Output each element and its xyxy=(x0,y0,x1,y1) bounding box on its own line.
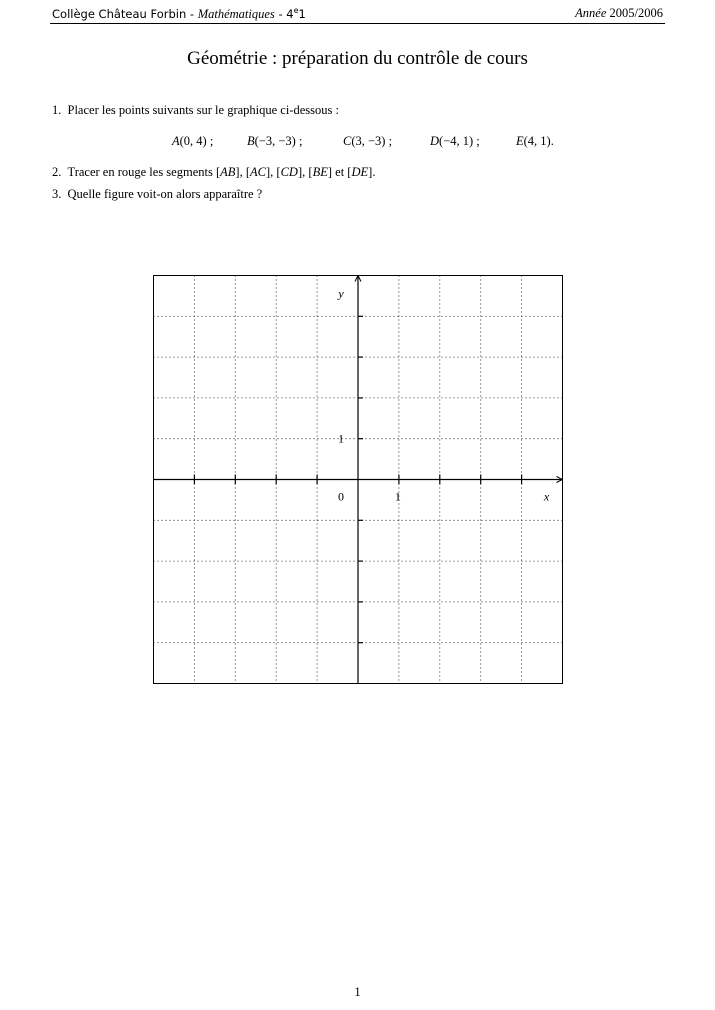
coordinate-grid xyxy=(153,275,563,685)
point-name: C xyxy=(343,134,352,148)
header-class-sup: e xyxy=(293,6,299,15)
point-separator: . xyxy=(550,134,554,148)
segment-separator: et xyxy=(332,165,348,179)
point-separator: ; xyxy=(206,134,214,148)
point-coords: (4, 1) xyxy=(523,134,551,148)
page-header xyxy=(50,4,665,22)
header-class: 4 xyxy=(286,6,294,21)
question-1 xyxy=(52,103,339,118)
segment-separator: , xyxy=(270,165,277,179)
question-3-text: Quelle figure voit-on alors apparaître ? xyxy=(67,187,263,201)
point-name: D xyxy=(430,134,440,148)
x-unit-label: 1 xyxy=(394,489,401,504)
segment-separator: , xyxy=(239,165,246,179)
point-c xyxy=(343,134,392,149)
header-year-value: 2005/2006 xyxy=(606,6,663,20)
question-2-text: Tracer en rouge les segments xyxy=(67,165,213,179)
point-coords: (3, −3) xyxy=(351,134,386,148)
header-left xyxy=(52,6,306,22)
segment-label: DE xyxy=(351,165,369,179)
segment-ac: [AC] xyxy=(245,165,271,179)
segment-cd: [CD] xyxy=(276,165,303,179)
question-2-number: 2. xyxy=(52,165,62,179)
segment-label: AB xyxy=(220,165,236,179)
question-3 xyxy=(52,187,262,202)
segment-list: [AB], [AC], [CD], [BE] et [DE]. xyxy=(215,165,376,179)
y-unit-label: 1 xyxy=(338,431,344,446)
page-title: Géométrie : préparation du contrôle de cours xyxy=(187,48,528,69)
point-a xyxy=(172,134,213,149)
segment-label: BE xyxy=(312,165,328,179)
header-rule xyxy=(50,23,665,24)
point-name: A xyxy=(172,134,180,148)
point-coords: (0, 4) xyxy=(179,134,207,148)
segment-label: AC xyxy=(250,165,266,179)
header-year-label: Année xyxy=(575,6,607,20)
page-number: 1 xyxy=(354,985,361,999)
header-class-sep: - xyxy=(274,6,287,21)
origin-label: 0 xyxy=(338,489,344,504)
point-coords: (−3, −3) xyxy=(254,134,296,148)
segment-de: [DE] xyxy=(347,165,373,179)
segment-be: [BE] xyxy=(308,165,333,179)
point-coords: (−4, 1) xyxy=(439,134,474,148)
question-2 xyxy=(52,165,375,180)
point-b xyxy=(247,134,302,149)
question-3-number: 3. xyxy=(52,187,62,201)
point-separator: ; xyxy=(295,134,303,148)
point-name: B xyxy=(247,134,255,148)
header-subject: Mathématiques xyxy=(197,6,275,21)
point-d xyxy=(430,134,480,149)
point-e xyxy=(516,134,554,149)
header-class-num: 1 xyxy=(298,6,306,21)
question-1-text: Placer les points suivants sur le graphique ci-dessous : xyxy=(67,103,339,117)
header-school: Collège Château Forbin - xyxy=(52,6,198,21)
point-name: E xyxy=(516,134,524,148)
header-right xyxy=(575,6,663,21)
segment-separator: , xyxy=(302,165,309,179)
x-axis-label: x xyxy=(543,489,550,504)
point-separator: ; xyxy=(385,134,393,148)
point-separator: ; xyxy=(473,134,480,148)
segment-label: CD xyxy=(280,165,298,179)
segment-ab: [AB] xyxy=(215,165,240,179)
question-1-number: 1. xyxy=(52,103,62,117)
y-axis-label: y xyxy=(338,286,344,301)
